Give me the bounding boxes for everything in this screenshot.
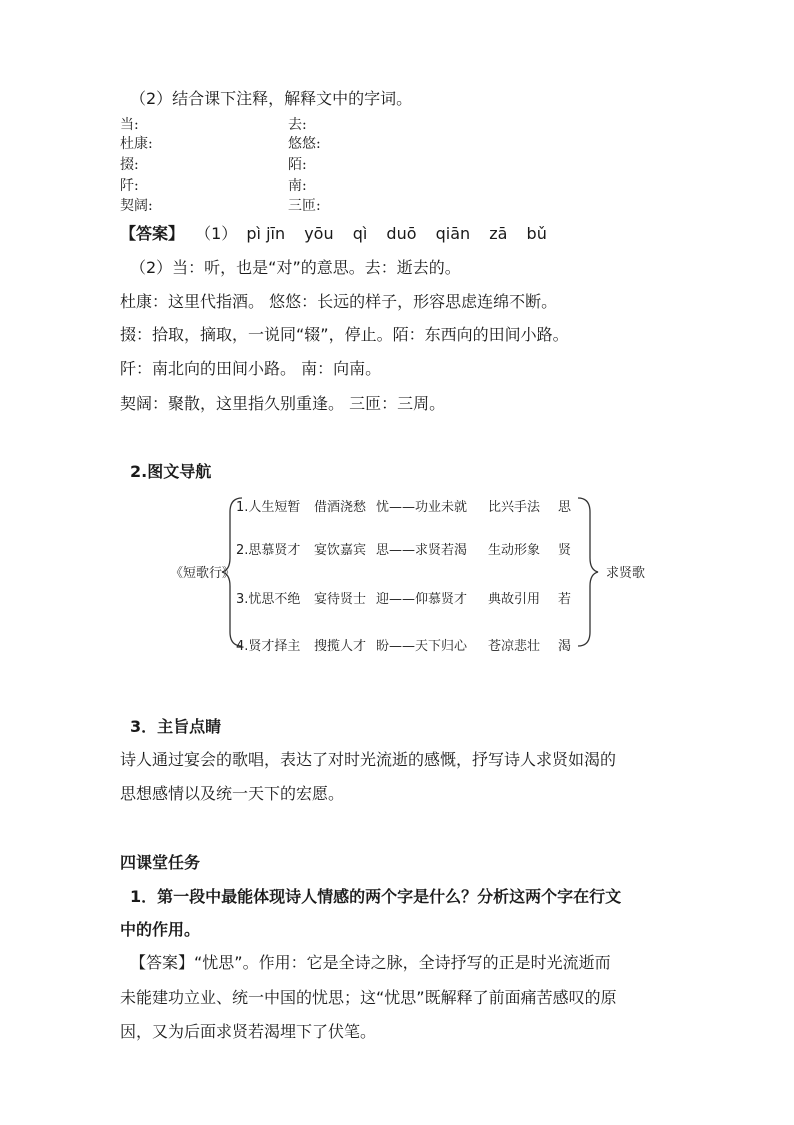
pinyin-item: qì	[352, 224, 368, 243]
answer-pinyin-line	[120, 223, 561, 245]
gloss-term: 南:	[288, 178, 307, 194]
diagram-technique: 生动形象	[488, 543, 541, 558]
diagram-technique: 比兴手法	[488, 500, 541, 515]
diagram-action: 搜揽人才	[314, 639, 367, 654]
diagram-vertical-char: 若	[558, 592, 572, 607]
gloss-term: 杜康:	[120, 136, 153, 152]
diagram-vertical-char: 思	[558, 500, 572, 515]
diagram-vertical-char: 贤	[558, 543, 572, 558]
pinyin-item: pì jīn	[246, 224, 286, 243]
gloss-term: 当:	[120, 117, 139, 133]
diagram-theme: 3.忧思不绝	[236, 592, 301, 607]
diagram-root: 《短歌行》	[170, 566, 236, 581]
theme-line: 诗人通过宴会的歌唱，表达了对时光流逝的感慨，抒写诗人求贤如渴的	[120, 750, 617, 769]
answer-line: 契阔：聚散，这里指久别重逢。 三匝：三周。	[120, 394, 446, 413]
answer-line: 阡：南北向的田间小路。 南：向南。	[120, 359, 382, 378]
concept-diagram	[170, 490, 650, 660]
theme-heading: 3．主旨点睛	[130, 717, 222, 736]
diagram-emotion: 盼——天下归心	[376, 639, 468, 654]
gloss-term: 阡:	[120, 178, 139, 194]
theme-line: 思想感情以及统一天下的宏愿。	[120, 784, 345, 803]
task-answer-line: 【答案】“忧思”。作用：它是全诗之脉，全诗抒写的正是时光流逝而	[130, 953, 611, 972]
diagram-action: 宴饮嘉宾	[314, 543, 367, 558]
gloss-term: 掇:	[120, 157, 139, 173]
answer-line: 掇：拾取，摘取，一说同“辍”，停止。陌：东西向的田间小路。	[120, 325, 569, 344]
diagram-emotion: 忧——功业未就	[376, 500, 468, 515]
task-heading: 四课堂任务	[120, 853, 201, 872]
diagram-technique: 典故引用	[488, 592, 541, 607]
pinyin-item: bǔ	[526, 224, 547, 243]
diagram-vertical-char: 渴	[558, 639, 572, 654]
gloss-term: 去:	[288, 117, 307, 133]
task-answer-line: 未能建功立业、统一中国的忧思；这“忧思”既解释了前面痛苦感叹的原	[120, 988, 617, 1007]
diagram-action: 宴待贤士	[314, 592, 367, 607]
diagram-result: 求贤歌	[606, 566, 646, 581]
pinyin-item: zā	[489, 224, 508, 243]
diagram-emotion: 迎——仰慕贤才	[376, 592, 468, 607]
pinyin-item: duō	[386, 224, 417, 243]
diagram-theme: 1.人生短暂	[236, 500, 301, 515]
answer-label: 【答案】	[120, 224, 185, 243]
diagram-action: 借酒浇愁	[314, 500, 367, 515]
diagram-theme: 2.思慕贤才	[236, 543, 301, 558]
pinyin-item: qiān	[435, 224, 471, 243]
answer-line: 杜康：这里代指酒。 悠悠：长远的样子，形容思虑连绵不断。	[120, 292, 558, 311]
gloss-term: 陌:	[288, 157, 307, 173]
task-answer-line: 因，又为后面求贤若渴埋下了伏笔。	[120, 1022, 377, 1041]
pinyin-prefix: （1）	[195, 224, 238, 243]
gloss-term: 契阔:	[120, 198, 153, 214]
answer-line: （2）当：听，也是“对”的意思。去：逝去的。	[130, 258, 461, 277]
diagram-theme: 4.贤才择主	[236, 639, 301, 654]
diagram-technique: 苍凉悲壮	[488, 639, 541, 654]
task-question-line: 1．第一段中最能体现诗人情感的两个字是什么？分析这两个字在行文	[130, 887, 622, 906]
pinyin-item: yōu	[304, 224, 334, 243]
gloss-term: 悠悠:	[288, 136, 321, 152]
gloss-question: （2）结合课下注释，解释文中的字词。	[130, 89, 413, 108]
diagram-heading: 2.图文导航	[130, 462, 212, 481]
task-question-line: 中的作用。	[120, 920, 201, 939]
gloss-term: 三匝:	[288, 198, 321, 214]
diagram-emotion: 思——求贤若渴	[376, 543, 468, 558]
